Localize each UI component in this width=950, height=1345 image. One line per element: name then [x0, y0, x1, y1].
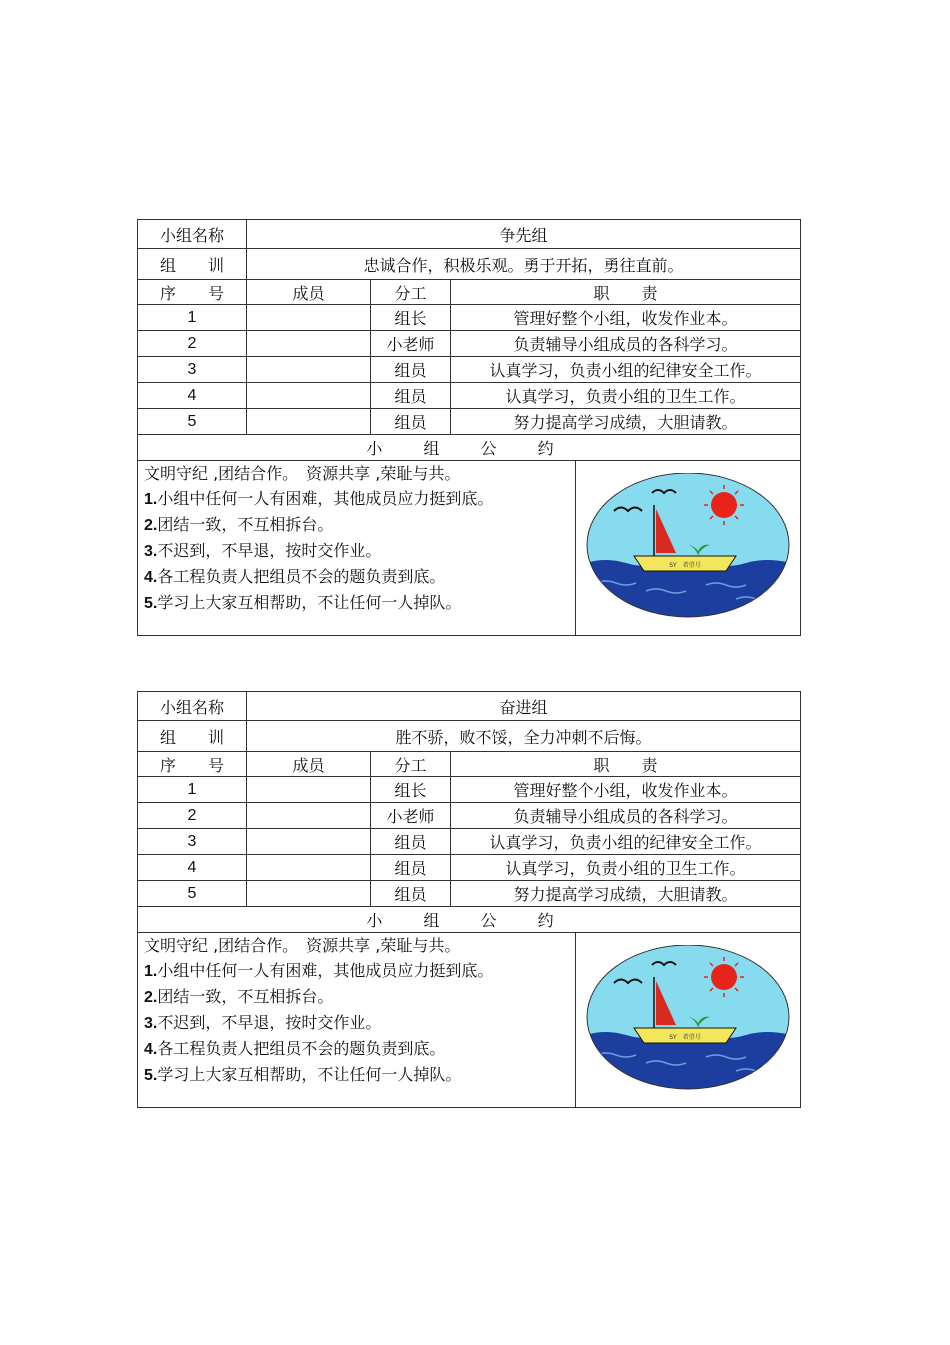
member-no: 3 — [138, 357, 247, 383]
rule-item: 3.不迟到，不早退，按时交作业。 — [144, 541, 382, 560]
member-duty: 认真学习，负责小组的纪律安全工作。 — [451, 829, 801, 855]
member-role: 组长 — [371, 777, 451, 803]
boat-name-text: SY 希望号 — [668, 1034, 701, 1041]
member-no: 4 — [138, 383, 247, 409]
member-role: 组长 — [371, 305, 451, 331]
member-duty: 努力提高学习成绩，大胆请教。 — [451, 409, 801, 435]
member-name — [247, 409, 371, 435]
pact-heading: 小 组 公 约 — [138, 907, 801, 933]
member-name — [247, 357, 371, 383]
table-row — [138, 357, 801, 383]
member-duty: 努力提高学习成绩，大胆请教。 — [451, 881, 801, 907]
member-name — [247, 855, 371, 881]
member-name — [247, 777, 371, 803]
col-header-member: 成员 — [247, 752, 371, 777]
member-role: 组员 — [371, 409, 451, 435]
group-table-2 — [137, 691, 801, 1108]
member-role: 小老师 — [371, 803, 451, 829]
rule-item: 3.不迟到，不早退，按时交作业。 — [144, 1013, 382, 1032]
motto-value: 胜不骄，败不馁，全力冲刺不后悔。 — [247, 721, 801, 752]
motto-label: 组 训 — [138, 249, 247, 280]
member-no: 3 — [138, 829, 247, 855]
member-duty: 认真学习，负责小组的卫生工作。 — [451, 855, 801, 881]
col-header-role: 分工 — [371, 752, 451, 777]
group-table-1 — [137, 219, 801, 636]
col-header-duty: 职 责 — [451, 752, 801, 777]
motto-value: 忠诚合作，积极乐观。勇于开拓，勇往直前。 — [247, 249, 801, 280]
member-role: 组员 — [371, 383, 451, 409]
member-duty: 负责辅导小组成员的各科学习。 — [451, 331, 801, 357]
group-name-label: 小组名称 — [138, 692, 247, 721]
group-name-label: 小组名称 — [138, 220, 247, 249]
member-duty: 管理好整个小组，收发作业本。 — [451, 305, 801, 331]
boat-name-text: SY 希望号 — [668, 562, 701, 569]
rules-intro: 文明守纪 ,团结合作。 资源共享 ,荣耻与共。 — [144, 464, 461, 483]
rule-item: 1.小组中任何一人有困难，其他成员应力挺到底。 — [144, 961, 494, 980]
table-row — [138, 777, 801, 803]
table-row — [138, 829, 801, 855]
member-name — [247, 829, 371, 855]
rules-cell — [138, 461, 576, 636]
col-header-member: 成员 — [247, 280, 371, 305]
rule-item: 2.团结一致，不互相拆台。 — [144, 515, 334, 534]
table-row — [138, 803, 801, 829]
member-role: 组员 — [371, 357, 451, 383]
col-header-no: 序 号 — [138, 752, 247, 777]
member-name — [247, 331, 371, 357]
motto-label: 组 训 — [138, 721, 247, 752]
logo-cell — [576, 461, 801, 636]
member-duty: 认真学习，负责小组的纪律安全工作。 — [451, 357, 801, 383]
rules-intro: 文明守纪 ,团结合作。 资源共享 ,荣耻与共。 — [144, 936, 461, 955]
member-duty: 认真学习，负责小组的卫生工作。 — [451, 383, 801, 409]
member-role: 小老师 — [371, 331, 451, 357]
rule-item: 5.学习上大家互相帮助，不让任何一人掉队。 — [144, 593, 462, 612]
member-duty: 管理好整个小组，收发作业本。 — [451, 777, 801, 803]
table-row — [138, 305, 801, 331]
member-no: 4 — [138, 855, 247, 881]
boat-logo-image — [586, 473, 791, 623]
member-name — [247, 383, 371, 409]
col-header-role: 分工 — [371, 280, 451, 305]
member-name — [247, 881, 371, 907]
rule-item: 5.学习上大家互相帮助，不让任何一人掉队。 — [144, 1065, 462, 1084]
boat-logo-image — [586, 945, 791, 1095]
member-role: 组员 — [371, 881, 451, 907]
pact-heading: 小 组 公 约 — [138, 435, 801, 461]
rules-cell — [138, 933, 576, 1108]
rule-item: 4.各工程负责人把组员不会的题负责到底。 — [144, 567, 446, 586]
table-row — [138, 881, 801, 907]
table-row — [138, 331, 801, 357]
member-no: 5 — [138, 409, 247, 435]
table-row — [138, 383, 801, 409]
member-role: 组员 — [371, 855, 451, 881]
member-no: 1 — [138, 777, 247, 803]
col-header-no: 序 号 — [138, 280, 247, 305]
member-role: 组员 — [371, 829, 451, 855]
member-name — [247, 803, 371, 829]
member-name — [247, 305, 371, 331]
rule-item: 1.小组中任何一人有困难，其他成员应力挺到底。 — [144, 489, 494, 508]
rule-item: 2.团结一致，不互相拆台。 — [144, 987, 334, 1006]
logo-cell — [576, 933, 801, 1108]
col-header-duty: 职 责 — [451, 280, 801, 305]
group-card-1 — [137, 219, 800, 636]
member-duty: 负责辅导小组成员的各科学习。 — [451, 803, 801, 829]
rule-item: 4.各工程负责人把组员不会的题负责到底。 — [144, 1039, 446, 1058]
group-name-value: 奋进组 — [247, 692, 801, 721]
member-no: 2 — [138, 331, 247, 357]
group-card-2 — [137, 691, 800, 1108]
table-row — [138, 855, 801, 881]
member-no: 1 — [138, 305, 247, 331]
table-row — [138, 409, 801, 435]
member-no: 5 — [138, 881, 247, 907]
group-name-value: 争先组 — [247, 220, 801, 249]
member-no: 2 — [138, 803, 247, 829]
